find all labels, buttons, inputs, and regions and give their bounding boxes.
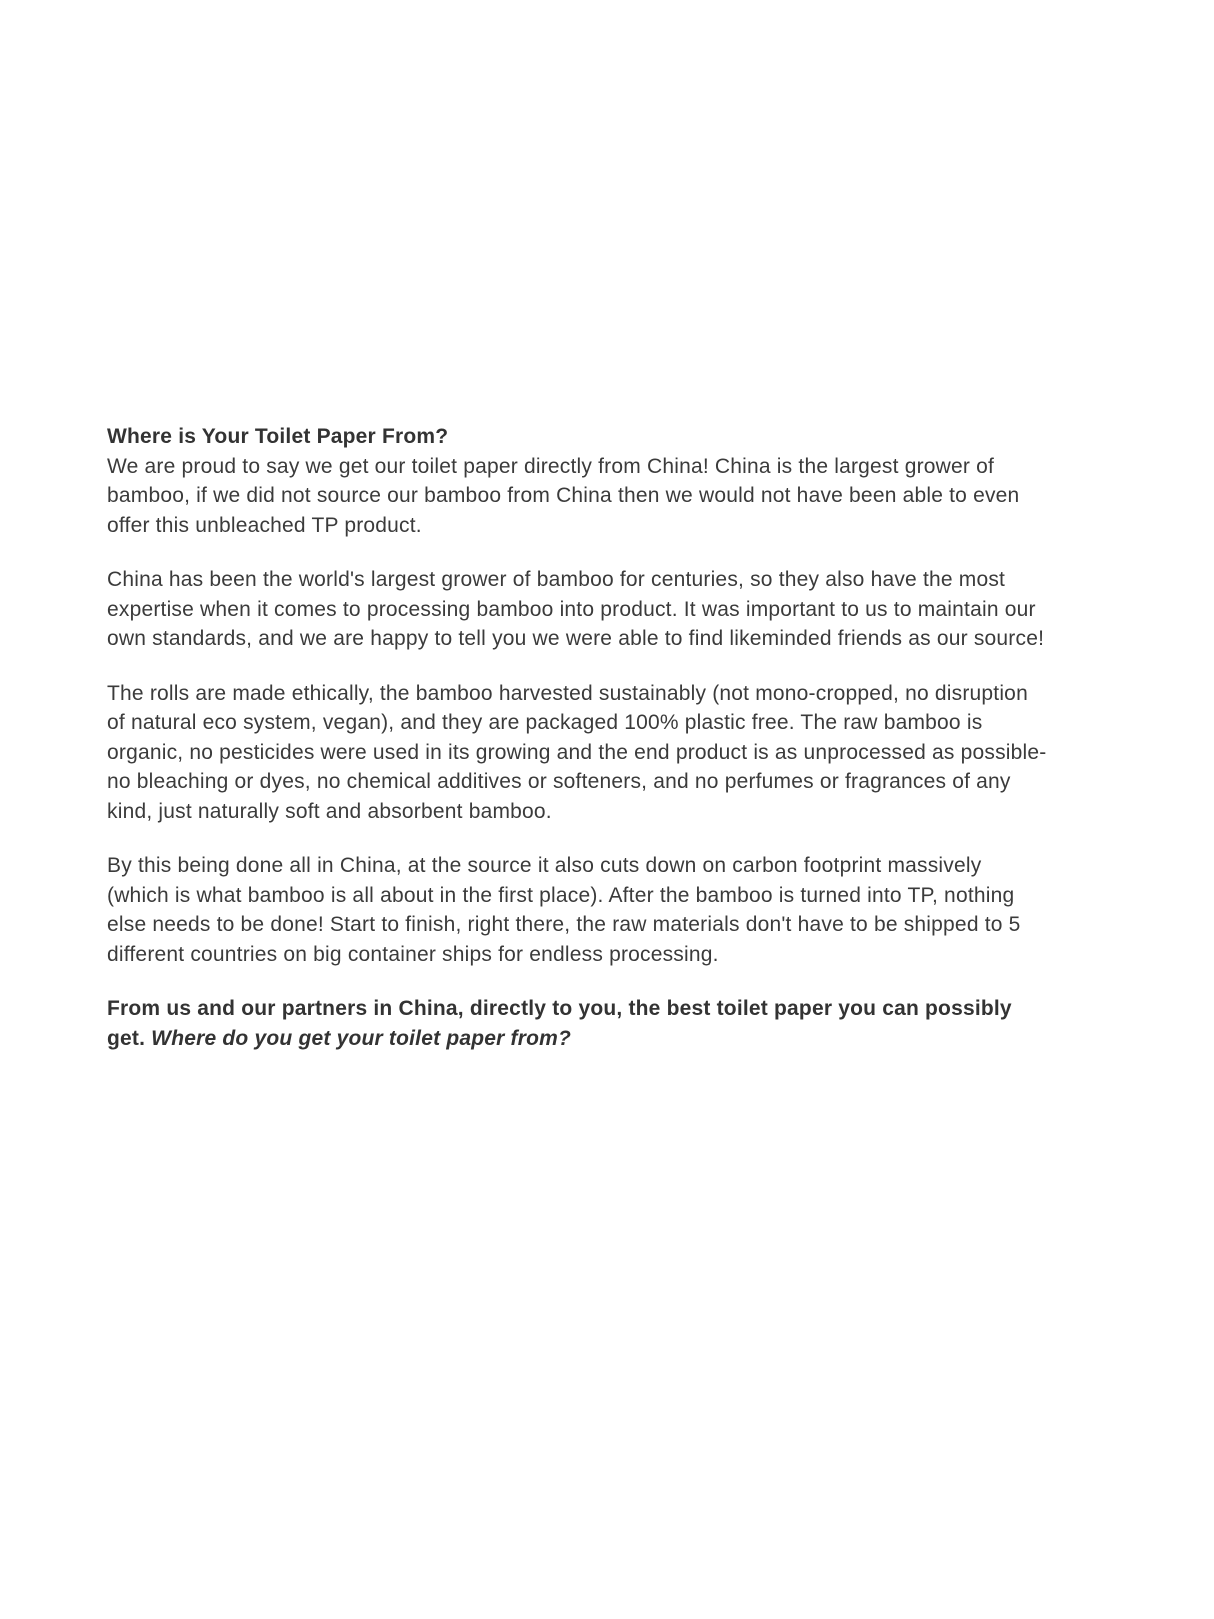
paragraph-carbon-footprint: By this being done all in China, at the source it also cuts down on carbon footprint massively (which is what bamboo is all about in the first place). After the bamboo is turned into TP, nothing else needs to be done! Start to finish, right there, the raw materials don't have to be shipped to 5 different countries on big container ships for endless processing. [107,854,1021,966]
paragraph-expertise: China has been the world's largest grower of bamboo for centuries, so they also have the most expertise when it comes to processing bamboo into product. It was important to us to maintain our own standards, and we are happy to tell you we were able to find likeminded friends as our source! [107,568,1045,650]
article-heading: Where is Your Toilet Paper From? [107,425,449,448]
paragraph-ethics: The rolls are made ethically, the bamboo harvested sustainably (not mono-cropped, no disruption of natural eco system, vegan), and they are packaged 100% plastic free. The raw bamboo is organic, no pesticides were used in its growing and the end product is as unprocessed as possible- no bleaching or dyes, no chemical additives or softeners, and no perfumes or fragrances of any kind, just naturally soft and absorbent bamboo. [107,681,1047,823]
closing-bold-text: From us and our partners in China, directly to you, the best toilet paper you can possibly get. [107,997,1012,1050]
closing-italic-question: Where do you get your toilet paper from? [151,1026,572,1050]
paragraph-sourcing: We are proud to say we get our toilet paper directly from China! China is the largest grower of bamboo, if we did not source our bamboo from China then we would not have been able to even offer this unbleached TP product. [107,454,1020,537]
article-body [107,422,1049,1078]
closing-paragraph [107,994,1049,1053]
